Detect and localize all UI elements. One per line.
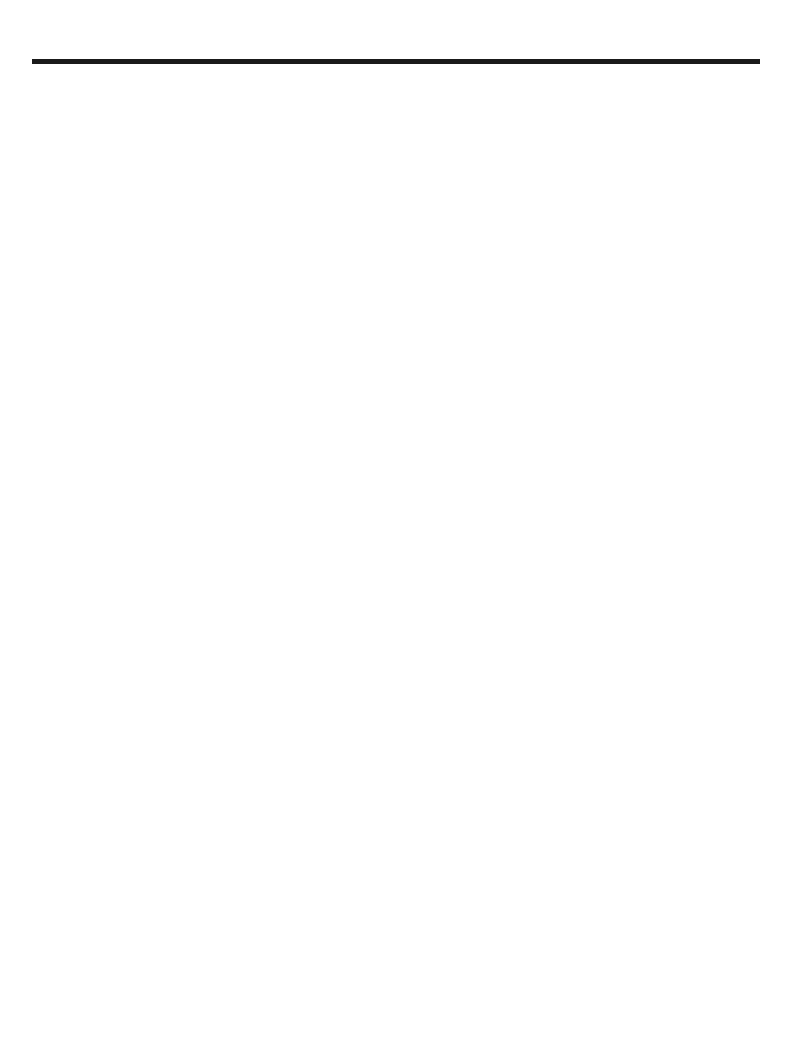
figure-1-graphic bbox=[80, 90, 520, 610]
running-header bbox=[32, 38, 760, 54]
figure-1 bbox=[80, 90, 520, 610]
header-rule bbox=[32, 59, 760, 64]
running-title-block bbox=[32, 38, 42, 50]
